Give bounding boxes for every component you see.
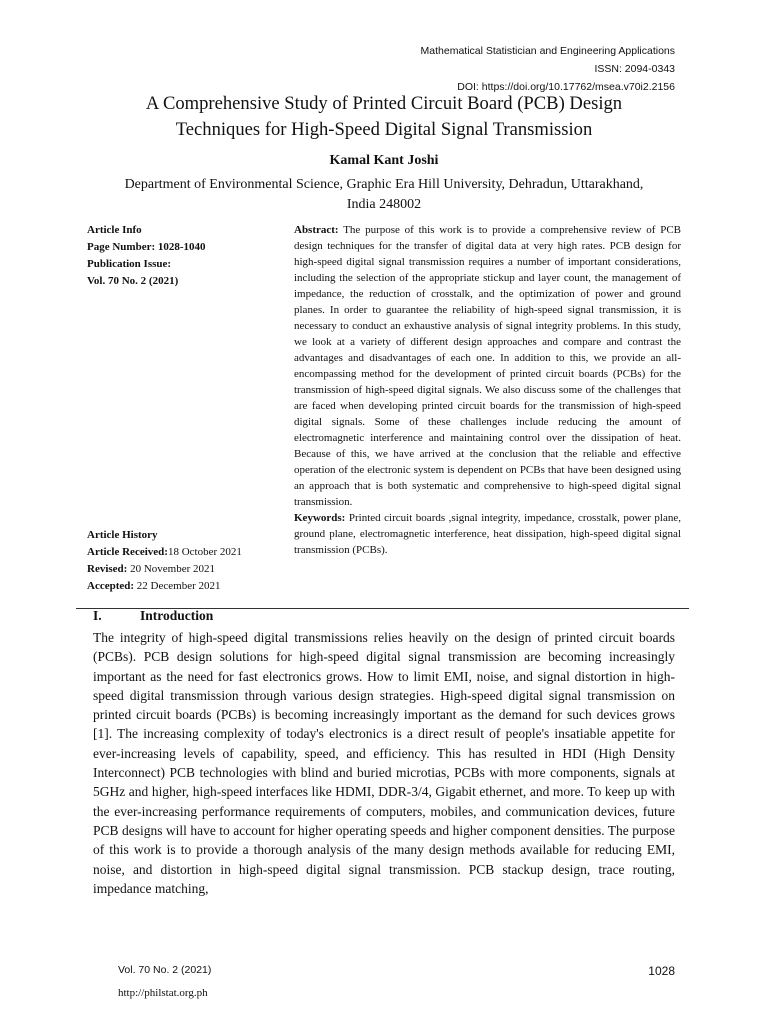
footer-volume: Vol. 70 No. 2 (2021)	[118, 964, 212, 976]
revised-label: Revised:	[87, 563, 128, 575]
keywords-label: Keywords:	[294, 512, 346, 524]
publication-issue: Publication Issue:	[87, 258, 172, 270]
section-heading	[93, 608, 213, 624]
doi: DOI: https://doi.org/10.17762/msea.v70i2.2156	[457, 81, 675, 93]
affiliation	[80, 175, 688, 215]
abstract-paragraph	[294, 222, 681, 510]
section-title: Introduction	[140, 608, 214, 623]
author-name: Kamal Kant Joshi	[329, 153, 439, 168]
title-line-1: A Comprehensive Study of Printed Circuit Board (PCB) Design	[145, 93, 623, 114]
revised-row	[87, 561, 242, 578]
title-line-2: Techniques for High-Speed Digital Signal Transmission	[175, 119, 593, 140]
article-info	[87, 222, 206, 290]
article-history-heading: Article History	[87, 529, 158, 541]
accepted-row	[87, 578, 242, 595]
received-label: Article Received:	[87, 546, 168, 558]
affiliation-line-1: Department of Environmental Science, Graphic Era Hill University, Dehradun, Uttarakhand,	[124, 177, 644, 192]
revised-value: 20 November 2021	[127, 563, 216, 575]
article-history	[87, 527, 242, 595]
article-info-heading: Article Info	[87, 224, 142, 236]
paper-title	[60, 91, 708, 143]
footer-url[interactable]: http://philstat.org.ph	[118, 987, 208, 999]
accepted-label: Accepted:	[87, 580, 135, 592]
footer-page-number: 1028	[648, 964, 675, 978]
issn: ISSN: 2094-0343	[594, 63, 675, 75]
section-number: I.	[93, 608, 102, 623]
volume: Vol. 70 No. 2 (2021)	[87, 275, 179, 287]
abstract-text: The purpose of this work is to provide a comprehensive review of PCB design techniques for the transfer of digital data at very high rates. PCB design for high-speed digital signal transmission requires a number of important considerations, including the selection of the appropriate stickup and layer count, the management of impedance, the reduction of crosstalk, and the optimization of power and ground planes. In order to guarantee the reliability of high-speed signal transmission, it is necessary to conduct an exhaustive analysis of signal integrity problems. In this study, we look at a variety of different design approaches and compare and contrast the advantages and disadvantages of each one. In addition to this, we provide an all-encompassing method for the development of printed circuit boards (PCBs) for the transmission of high-speed digital signals. We also discuss some of the challenges that are faced when developing printed circuit boards for the transmission of high-speed digital signals. Some of these challenges include reducing the amount of electromagnetic interference and maintaining control over the dissipation of heat. Because of this, we have arrived at the conclusion that the reliable and effective operation of the electronic system is dependent on PCBs that have been designed using an approach that is both systematic and comprehensive to high-speed digital signal transmission.	[294, 224, 681, 508]
keywords-text: Printed circuit boards ,signal integrity, impedance, crosstalk, power plane, ground plane, electromagnetic interference, heat dissipation, high-speed digital signal transmission (PCBs).	[294, 512, 681, 556]
page-number: Page Number: 1028-1040	[87, 241, 206, 253]
journal-name: Mathematical Statistician and Engineering Applications	[420, 45, 675, 57]
abstract-label: Abstract:	[294, 224, 339, 236]
received-row	[87, 544, 242, 561]
received-value: 18 October 2021	[167, 546, 242, 558]
abstract-block	[294, 222, 681, 558]
journal-header	[421, 42, 675, 96]
keywords-paragraph	[294, 510, 681, 558]
introduction-text: The integrity of high-speed digital transmissions relies heavily on the design of printed circuit boards (PCBs). PCB design solutions for high-speed digital signal transmission are becoming increasingly important as the need for fast electronics grows. How to limit EMI, noise, and signal distortion in high-speed digital transmission through various design strategies. High-speed digital signal transmission on printed circuit boards (PCBs) is becoming increasingly important as the demand for such devices grows [1]. The increasing complexity of today's electronics is a direct result of people's insatiable appetite for ever-increasing levels of capability, speed, and efficiency. This has resulted in HDI (High Density Interconnect) PCB technologies with blind and buried microtias, PCBs with more components, signals at 5GHz and higher, high-speed interfaces like HDMI, DDR-3/4, Gigabit ethernet, and more. To keep up with the ever-increasing performance requirements of computers, mobiles, and communication devices, future PCB designs will have to account for higher operating speeds and higher component densities. The purpose of this work is to provide a thorough analysis of the many design methods available for reducing EMI, noise, and distortion in high-speed digital signal transmission. PCB stackup design, trace routing, impedance matching,	[93, 630, 675, 896]
affiliation-line-2: India 248002	[346, 197, 422, 212]
accepted-value: 22 December 2021	[134, 580, 221, 592]
